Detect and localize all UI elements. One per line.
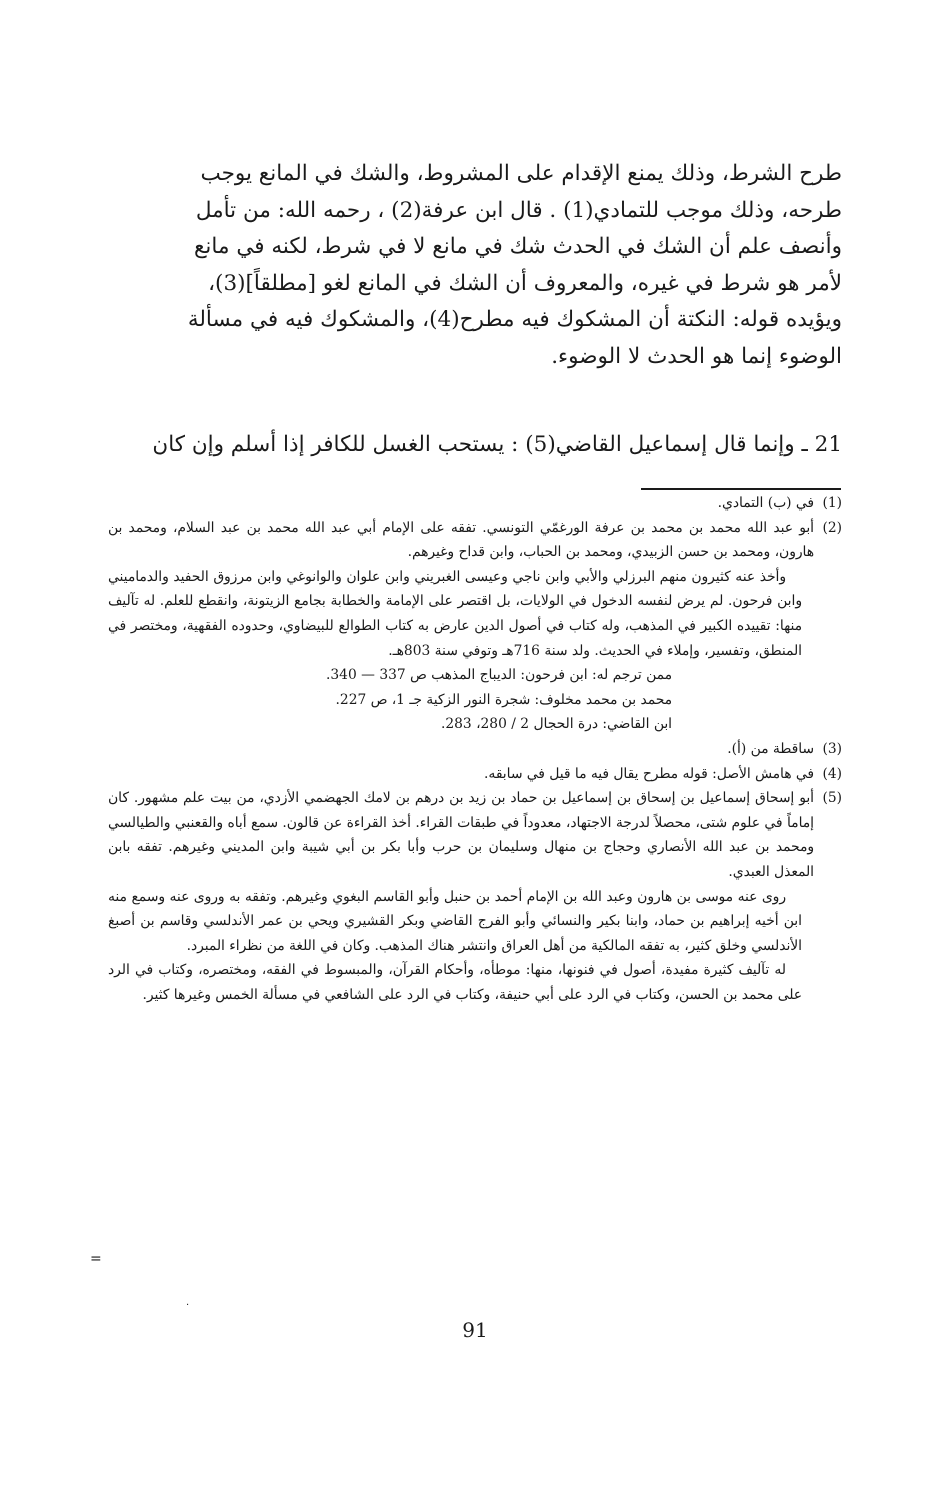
footnote-number: (3) [822, 740, 842, 757]
stray-dot: · [186, 1300, 190, 1311]
main-text-line: وأنصف علم أن الشك في الحدث شك في مانع لا في شرط، لكنه في مانع [193, 234, 842, 259]
footnote-2-source: ممن ترجم له: ابن فرحون: الديباج المذهب ص 337 — 340. [326, 667, 672, 684]
footnote-2-source: محمد بن محمد مخلوف: شجرة النور الزكية جـ 1، ص 227. [335, 691, 672, 708]
paragraph-21: 21 ـ وإنما قال إسماعيل القاضي(5) : يستحب الغسل للكافر إذا أسلم وإن كان [152, 431, 842, 457]
footnote-5-paragraph: له تآليف كثيرة مفيدة، أصول في فنونها، منها: موطأه، وأحكام القرآن، والمبسوط في الفقه، ومختصره، وكتاب في الرد على محمد بن الحسن، وكتاب في الرد على أبي حنيفة، وكتاب في الرد على الشافعي في مسألة الخمس وغيرها كثير. [108, 962, 802, 1003]
footnote-text: ساقطة من (أ). [727, 740, 814, 757]
footnote-1 [108, 491, 842, 516]
page-number: 91 [462, 1318, 488, 1342]
main-text-line: الوضوء إنما هو الحدث لا الوضوء. [551, 343, 842, 369]
continuation-mark: = [90, 1251, 102, 1267]
footnote-5-paragraph: روى عنه موسى بن هارون وعبد الله بن الإمام أحمد بن حنبل وأبو القاسم البغوي وغيرهم. وتفقه به وروى عنه وسمع منه ابن أخيه إبراهيم بن حماد، وابنا بكير والنسائي وأبو الفرج القاضي وبكر القشيري ويحي بن عمر الأندلسي وقاسم بن أصبغ الأندلسي وخلق كثير، به تفقه المالكية من أهل العراق وانتشر هناك المذهب. وكان في اللغة من نظراء المبرد. [108, 888, 802, 954]
footnote-3 [108, 737, 842, 762]
footnote-number: (4) [822, 765, 842, 782]
main-text-line: طرح الشرط، وذلك يمنع الإقدام على المشروط، والشك في المانع يوجب [200, 161, 842, 186]
main-text-line: ويؤيده قوله: النكتة أن المشكوك فيه مطرح(4)، والمشكوك فيه في مسألة [187, 307, 842, 332]
footnote-number: (1) [822, 495, 842, 511]
footnote-number: (2) [822, 519, 842, 536]
footnote-2-source: ابن القاضي: درة الحجال 2 / 280، 283. [440, 716, 672, 733]
footnotes [108, 491, 842, 1007]
footnote-text: أبو إسحاق إسماعيل بن إسحاق بن إسماعيل بن حماد بن زيد بن درهم بن لامك الجهضمي الأزدي، من بيت علم مشهور. كان إماماً في علوم شتى، محصلاً لدرجة الاجتهاد، معدوداً في طبقات القراء. أخذ القراءة عن قالون. سمع أباه والقعنبي والطيالسي ومحمد بن عبد الله الأنصاري وحجاج بن منهال وسليمان بن حرب وأبا بكر بن أبي شيبة وابن المديني وغيرهم. تفقه بابن المعذل العبدي. [108, 790, 814, 880]
footnote-2 [108, 516, 842, 565]
footnote-text: أبو عبد الله محمد بن محمد بن عرفة الورغمّي التونسي. تفقه على الإمام أبي عبد الله محمد بن عبد السلام، ومحمد بن هارون، ومحمد بن حسن الزبيدي، ومحمد بن الحباب، وابن قداح وغيرهم. [108, 519, 814, 561]
footnote-text: في هامش الأصل: قوله مطرح يقال فيه ما قيل في سابقه. [484, 765, 814, 782]
footnote-number: (5) [822, 790, 842, 807]
footnote-separator [641, 488, 841, 490]
footnote-4 [108, 762, 842, 787]
main-text-line: لأمر هو شرط في غيره، والمعروف أن الشك في المانع لغو [مطلقاً](3)، [208, 270, 842, 296]
main-text [108, 156, 842, 375]
footnote-5 [108, 786, 842, 884]
main-text-line: طرحه، وذلك موجب للتمادي(1) . قال ابن عرفة(2) ، رحمه الله: من تأمل [195, 197, 842, 223]
footnote-text: في (ب) التمادي. [717, 495, 814, 511]
footnote-2-paragraph: وأخذ عنه كثيرون منهم البرزلي والأبي وابن ناجي وعيسى الغبريني وابن علوان والوانوغي وابن مرزوق الحفيد والدماميني وابن فرحون. لم يرض لنفسه الدخول في الولايات، بل اقتصر على الإمامة والخطابة بجامع الزيتونة، وانقطع للعلم. له تآليف منها: تقييده الكبير في المذهب، وله كتاب في أصول الدين عارض به كتاب الطوالع للبيضاوي، وحدوده الفقهية، ومختصر في المنطق، وتفسير، وإملاء في الحديث. ولد سنة 716هـ وتوفي سنة 803هـ. [108, 568, 802, 659]
